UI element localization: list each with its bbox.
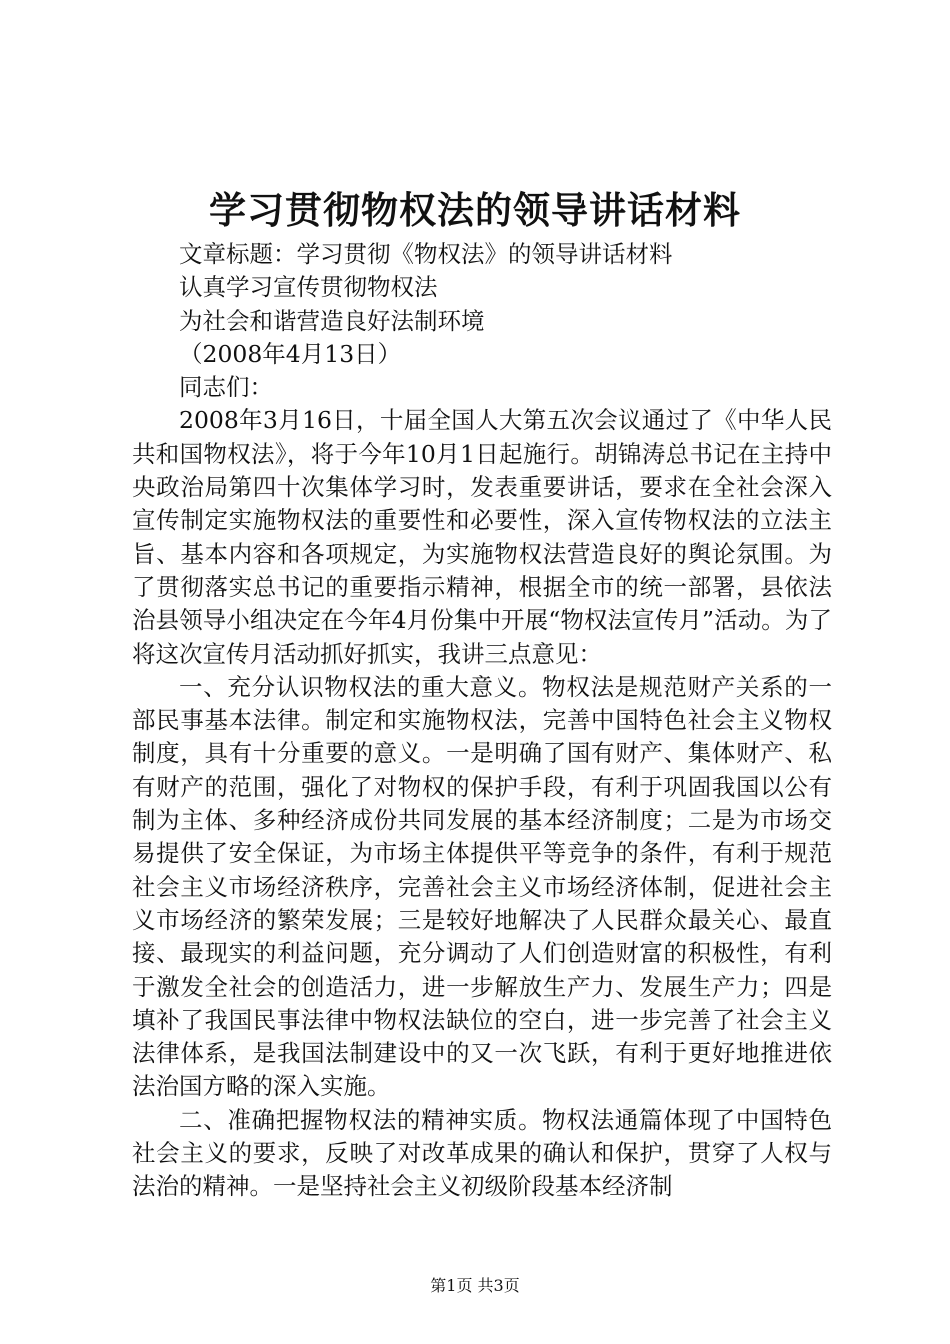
paragraph-section-1: 一、充分认识物权法的重大意义。物权法是规范财产关系的一部民事基本法律。制定和实施物权法，完善中国特色社会主义物权制度，具有十分重要的意义。一是明确了国有财产、集体财产、私有财产的范围，强化了对物权的保护手段，有利于巩固我国以公有制为主体、多种经济成份共同发展的基本经济制度；二是为市场交易提供了安全保证，为市场主体提供平等竞争的条件，有利于规范社会主义市场经济秩序，完善社会主义市场经济体制，促进社会主义市场经济的繁荣发展；三是较好地解决了人民群众最关心、最直接、最现实的利益问题，充分调动了人们创造财富的积极性，有利于激发全社会的创造活力，进一步解放生产力、发展生产力；四是填补了我国民事法律中物权法缺位的空白，进一步完善了社会主义法律体系，是我国法制建设中的又一次飞跃，有利于更好地推进依法治国方略的深入实施。 <box>132 672 832 1101</box>
document-body <box>132 238 832 1204</box>
headline-line-2: 为社会和谐营造良好法制环境 <box>179 306 485 335</box>
headline-line-1: 认真学习宣传贯彻物权法 <box>179 273 438 302</box>
salutation-line: 同志们： <box>179 373 273 402</box>
paragraph-intro: 2008年3月16日，十届全国人大第五次会议通过了《中华人民共和国物权法》，将于今年10月1日起施行。胡锦涛总书记在主持中央政治局第四十次集体学习时，发表重要讲话，要求在全社会深入宣传制定实施物权法的重要性和必要性，深入宣传物权法的立法主旨、基本内容和各项规定，为实施物权法营造良好的舆论氛围。为了贯彻落实总书记的重要指示精神，根据全市的统一部署，县依法治县领导小组决定在今年4月份集中开展“物权法宣传月”活动。为了将这次宣传月活动抓好抓实，我讲三点意见： <box>132 406 832 668</box>
article-title-line: 文章标题：学习贯彻《物权法》的领导讲话材料 <box>179 240 673 268</box>
date-line: （2008年4月13日） <box>179 339 402 368</box>
page-footer: 第1页 共3页 <box>430 1276 520 1295</box>
document-title: 学习贯彻物权法的领导讲话材料 <box>209 188 741 232</box>
paragraph-section-2: 二、准确把握物权法的精神实质。物权法通篇体现了中国特色社会主义的要求，反映了对改革成果的确认和保护，贯穿了人权与法治的精神。一是坚持社会主义初级阶段基本经济制 <box>132 1105 832 1201</box>
